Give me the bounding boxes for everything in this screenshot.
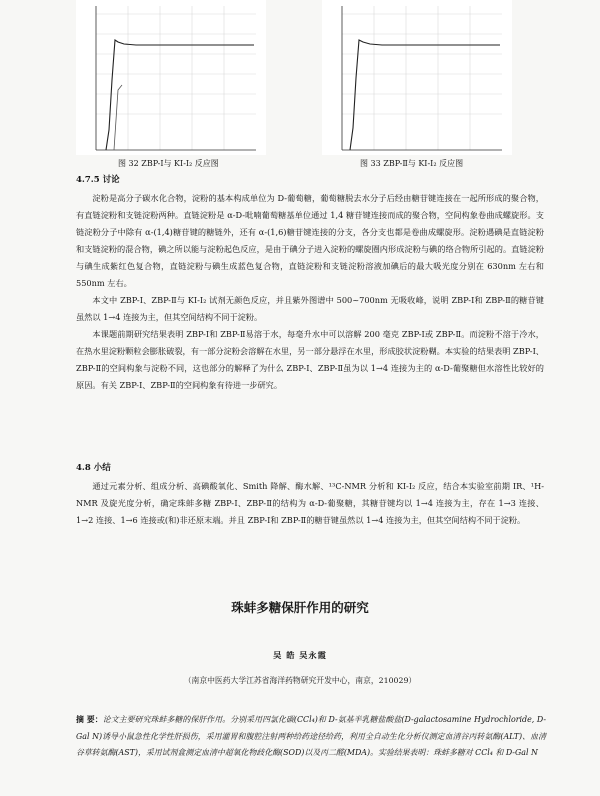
section-heading-4-8: 4.8 小结 — [76, 463, 111, 473]
figure-32-plot — [76, 0, 266, 155]
article-affiliation: （南京中医药大学江苏省海洋药物研究开发中心，南京，210029） — [183, 676, 417, 685]
article-abstract — [76, 712, 546, 762]
section-heading-4-7-5: 4.7.5 讨论 — [76, 175, 120, 185]
article-title: 珠蚌多糖保肝作用的研究 — [231, 600, 369, 615]
paragraph: 本文中 ZBP-Ⅰ、ZBP-Ⅱ与 KI-I₂ 试剂无颜色反应，并且紫外图谱中 500~700nm 无吸收峰，说明 ZBP-Ⅰ和 ZBP-Ⅱ的糖苷键虽然以 1→4 连接为主，但其空间结构不同于淀粉。 — [76, 295, 544, 322]
abstract-label: 摘 要： — [76, 715, 103, 724]
figure-33-caption: 图 33 ZBP-Ⅱ与 KI-I₂ 反应图 — [360, 159, 464, 168]
figure-33 — [322, 0, 512, 155]
section-4-8-body — [76, 478, 544, 529]
paragraph: 本课题前期研究结果表明 ZBP-Ⅰ和 ZBP-Ⅱ易溶于水，每毫升水中可以溶解 200 毫克 ZBP-Ⅰ或 ZBP-Ⅱ。而淀粉不溶于冷水，在热水里淀粉颗粒会膨胀破裂，有一部分淀粉会溶解在水里，另一部分悬浮在水里，形成胶状淀粉糊。本实验的结果表明 ZBP-Ⅰ、ZBP-Ⅱ的空间构象与淀粉不同，这也部分的解释了为什么 ZBP-Ⅰ、ZBP-Ⅱ虽为以 1→4 连接为主的 α-D-葡聚糖但水溶性比较好的原因。有关 ZBP-Ⅰ、ZBP-Ⅱ的空间构象有待进一步研究。 — [76, 329, 544, 390]
abstract-text: 论文主要研究珠蚌多糖的保肝作用。分别采用四氯化碳(CCl₄)和 D-氨基半乳糖盐酸盐(D-galactosamine Hydrochloride, D-Gal N)诱导小鼠急性化学性肝损伤，采用灌胃和腹腔注射两种给药途径给药，利用全自动生化分析仪测定血清谷丙转氨酶(ALT)、血清谷草转氨酶(AST)，采用试剂盒测定血清中超氧化物歧化酶(SOD)以及丙二醛(MDA)。实验结果表明：珠蚌多糖对 CCl₄ 和 D-Gal N — [76, 715, 546, 757]
figure-32 — [76, 0, 266, 155]
figure-33-plot — [322, 0, 512, 155]
article-authors: 吴 皓 吴永霞 — [273, 650, 327, 660]
figure-32-caption: 图 32 ZBP-Ⅰ与 KI-I₂ 反应图 — [118, 159, 219, 168]
section-4-7-5-body — [76, 190, 544, 394]
paragraph: 淀粉是高分子碳水化合物，淀粉的基本构成单位为 D-葡萄糖，葡萄糖脱去水分子后经由糖苷键连接在一起所形成的聚合物，有直链淀粉和支链淀粉两种。直链淀粉是 α-D-吡喃葡萄糖基单位通过 1,4 糖苷键连接而成的聚合物，空间构象卷曲成螺旋形。支链淀粉分子中除有 α-(1,4)糖苷键的糖链外，还有 α-(1,6)糖苷键连接的分支，各分支也都是卷曲成螺旋形。淀粉遇碘是直链淀粉和支链淀粉的混合物，碘之所以能与淀粉起色反应，是由于碘分子进入淀粉的螺旋圈内形成淀粉与碘的络合物所引起的。直链淀粉与碘生成紫红色复合物，直链淀粉与碘生成蓝色复合物，直链淀粉和支链淀粉溶液加碘后的最大吸光度分别在 630nm 左右和 550nm 左右。 — [76, 193, 544, 288]
paragraph: 通过元素分析、组成分析、高碘酸氧化、Smith 降解、酶水解、¹³C-NMR 分析和 KI-I₂ 反应，结合本实验室前期 IR、¹H-NMR 及旋光度分析，确定珠蚌多糖 ZBP-Ⅰ、ZBP-Ⅱ的结构为 α-D-葡聚糖，其糖苷键均以 1→4 连接为主，存在 1→3 连接、1→2 连接、1→6 连接或(和)非还原末端。并且 ZBP-Ⅰ和 ZBP-Ⅱ的糖苷键虽然以 1→4 连接为主，但其空间结构不同于淀粉。 — [76, 481, 544, 525]
